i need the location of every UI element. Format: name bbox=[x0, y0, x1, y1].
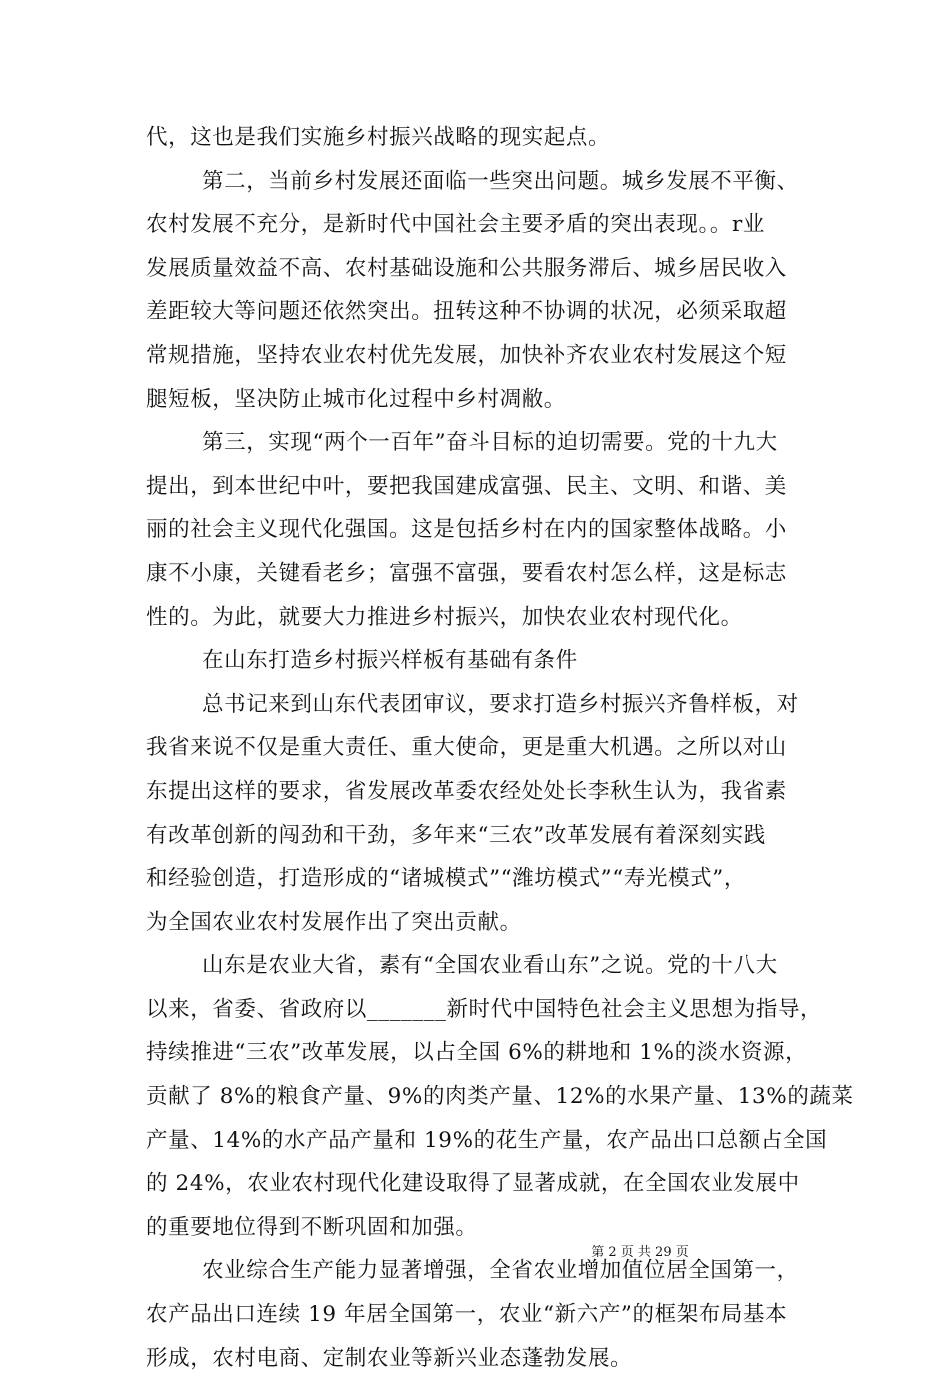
document-body bbox=[146, 116, 854, 1380]
text-line: 第二，当前乡村发展还面临一些突出问题。城乡发展不平衡、 bbox=[202, 168, 799, 194]
text-line: 康不小康，关键看老乡；富强不富强，要看农村怎么样，这是标志 bbox=[146, 560, 787, 586]
text-line: 农产品出口连续 19 年居全国第一，农业“新六产”的框架布局基本 bbox=[146, 1302, 788, 1328]
text-line: 有改革创新的闯劲和干劲，多年来“三农”改革发展有着深刻实践 bbox=[146, 822, 766, 848]
text-line: 贡献了 8%的粮食产量、9%的肉类产量、12%的水果产量、13%的蔬菜 bbox=[146, 1084, 854, 1110]
text-line: 腿短板，坚决防止城市化过程中乡村凋敝。 bbox=[146, 386, 566, 412]
text-line: 山东是农业大省，素有“全国农业看山东”之说。党的十八大 bbox=[202, 953, 778, 979]
text-line: 形成，农村电商、定制农业等新兴业态蓬勃发展。 bbox=[146, 1345, 633, 1371]
text-line: 产量、14%的水产品产量和 19%的花生产量，农产品出口总额占全国 bbox=[146, 1127, 828, 1153]
text-line: 我省来说不仅是重大责任、重大使命，更是重大机遇。之所以对山 bbox=[146, 735, 787, 761]
text-line: 第三，实现“两个一百年”奋斗目标的迫切需要。党的十九大 bbox=[202, 430, 778, 456]
text-line: 常规措施，坚持农业农村优先发展，加快补齐农业农村发展这个短 bbox=[146, 342, 787, 368]
text-line: 农村发展不充分，是新时代中国社会主要矛盾的突出表现。。r业 bbox=[146, 212, 765, 238]
text-line: 持续推进“三农”改革发展，以占全国 6%的耕地和 1%的淡水资源， bbox=[146, 1040, 808, 1066]
text-line: 差距较大等问题还依然突出。扭转这种不协调的状况，必须采取超 bbox=[146, 299, 787, 325]
text-line: 和经验创造，打造形成的“诸城模式”“潍坊模式”“寿光模式”， bbox=[146, 866, 746, 892]
text-line: 农业综合生产能力显著增强，全省农业增加值位居全国第一， bbox=[202, 1258, 799, 1284]
text-line: 丽的社会主义现代化强国。这是包括乡村在内的国家整体战略。小 bbox=[146, 517, 787, 543]
text-line: 代，这也是我们实施乡村振兴战略的现实起点。 bbox=[146, 125, 611, 150]
text-line: 的重要地位得到不断巩固和加强。 bbox=[146, 1214, 478, 1240]
text-line: 以来，省委、省政府以_______新时代中国特色社会主义思想为指导， bbox=[146, 996, 823, 1022]
section-heading: 在山东打造乡村振兴样板有基础有条件 bbox=[202, 648, 578, 674]
text-line: 的 24%，农业农村现代化建设取得了显著成就，在全国农业发展中 bbox=[146, 1171, 800, 1197]
text-line: 为全国农业农村发展作出了突出贡献。 bbox=[146, 909, 522, 935]
text-line: 提出，到本世纪中叶，要把我国建成富强、民主、文明、和谐、美 bbox=[146, 473, 787, 499]
text-line: 总书记来到山东代表团审议，要求打造乡村振兴齐鲁样板，对 bbox=[202, 691, 799, 717]
text-line: 东提出这样的要求，省发展改革委农经处处长李秋生认为，我省素 bbox=[146, 778, 787, 804]
text-line: 性的。为此，就要大力推进乡村振兴，加快农业农村现代化。 bbox=[146, 604, 743, 630]
text-line: 发展质量效益不高、农村基础设施和公共服务滞后、城乡居民收入 bbox=[146, 255, 787, 281]
page-number-footer: 第 2 页 共 29 页 bbox=[591, 1245, 689, 1260]
